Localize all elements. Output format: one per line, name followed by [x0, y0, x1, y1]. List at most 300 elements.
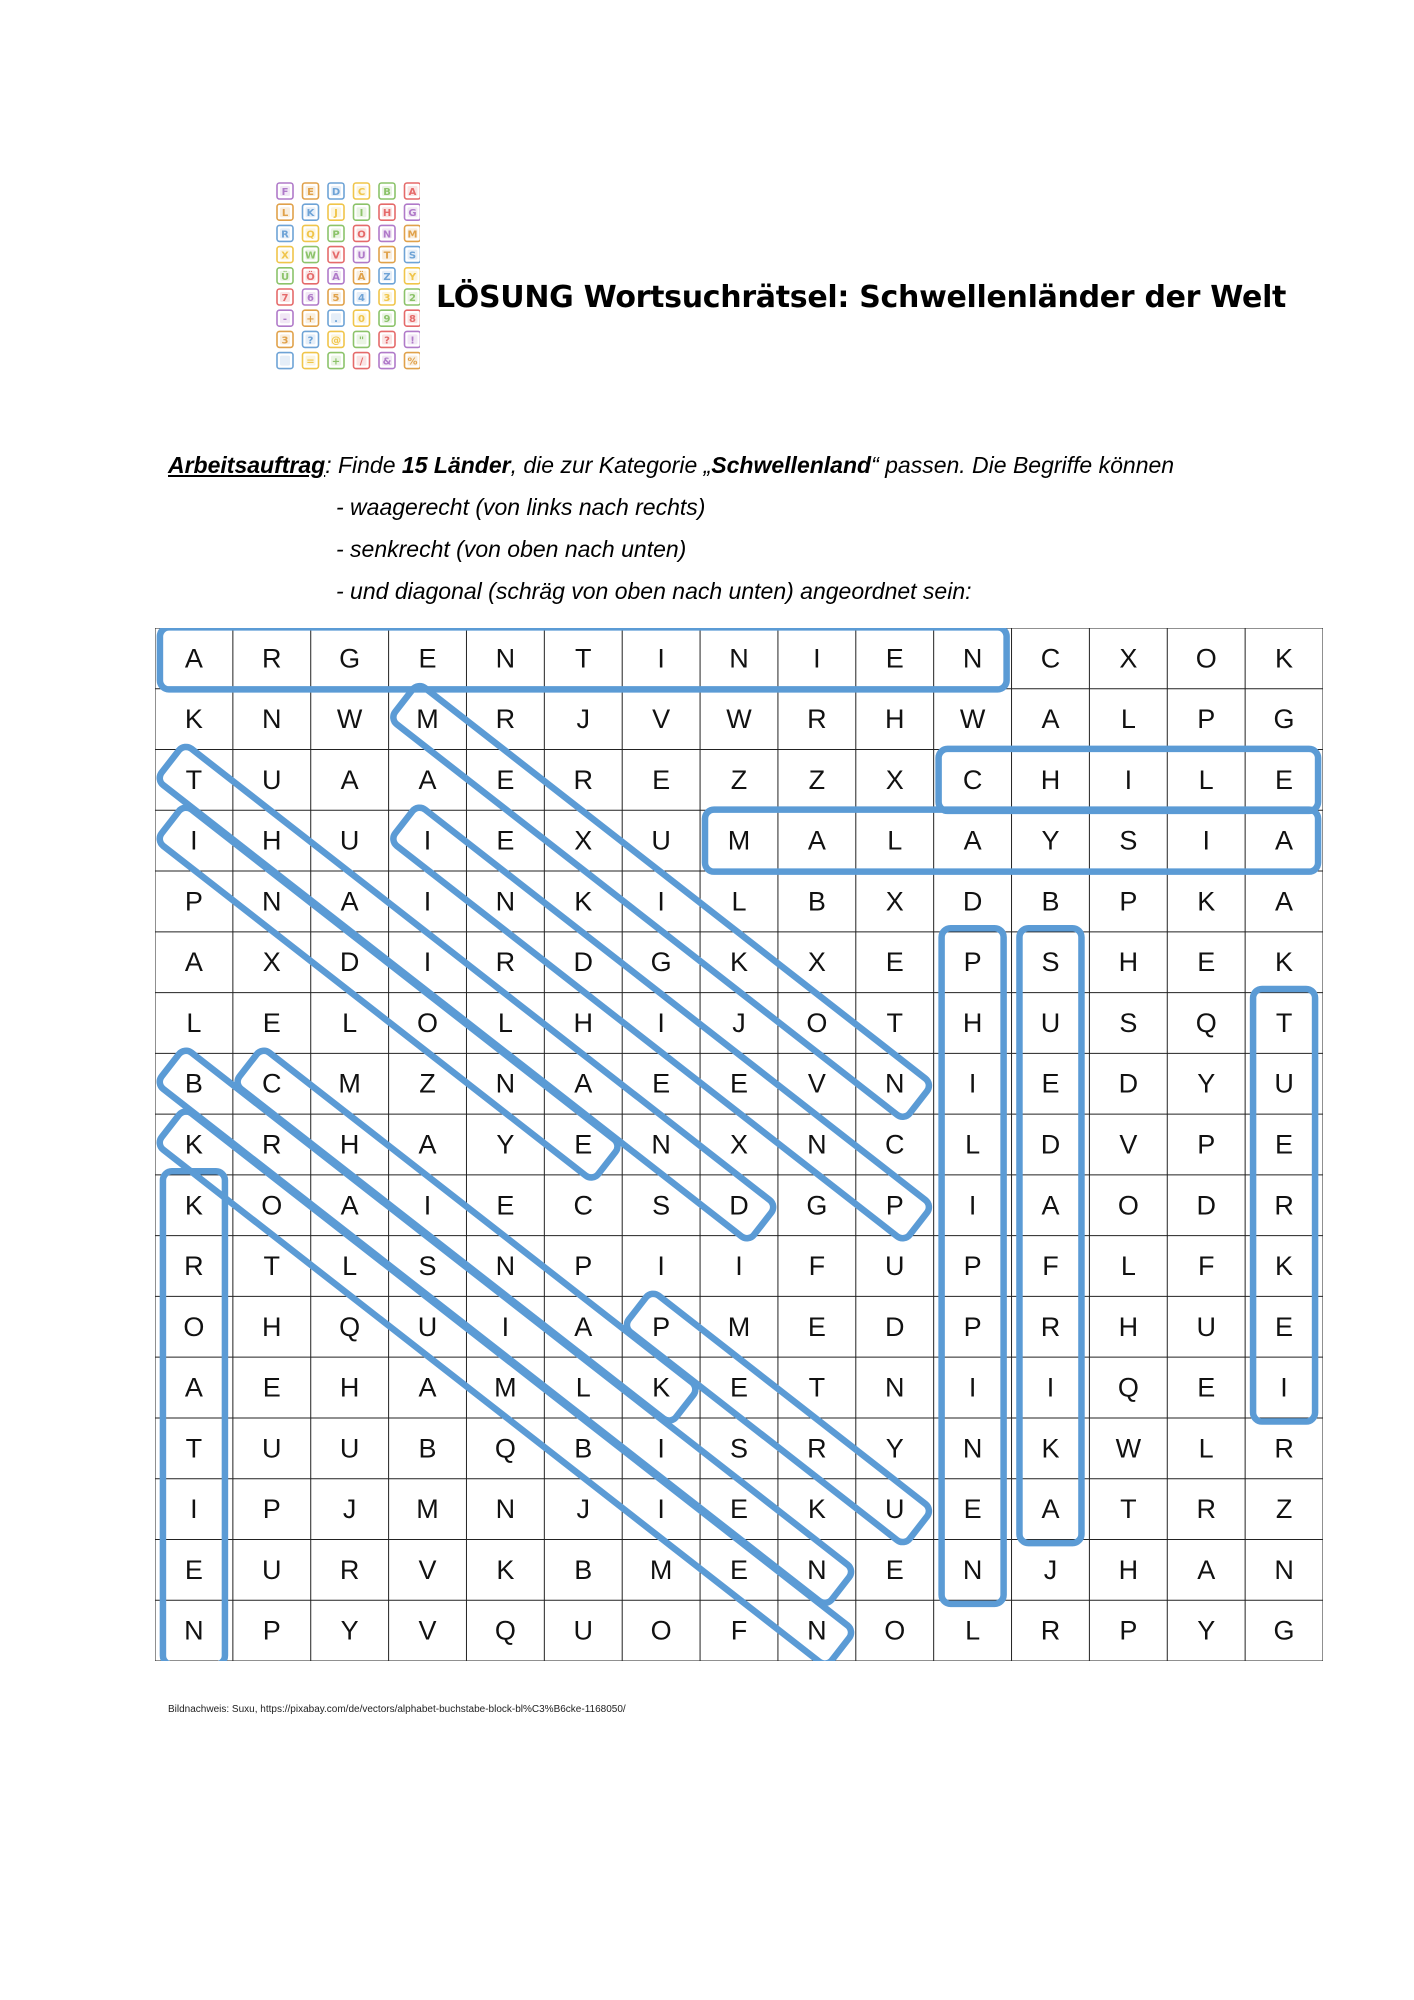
logo-tile: [354, 268, 370, 284]
grid-letter: K: [1197, 886, 1216, 917]
grid-letter: N: [495, 886, 516, 917]
grid-letter: X: [262, 947, 281, 978]
grid-letter: J: [732, 1007, 746, 1038]
direction-diagonal: - und diagonal (schräg von oben nach unten) angeordnet sein:: [336, 578, 972, 604]
grid-letter: T: [575, 643, 592, 674]
grid-letter: K: [1041, 1433, 1060, 1464]
grid-letter: Z: [1275, 1494, 1293, 1525]
grid-letter: E: [574, 1129, 593, 1160]
grid-letter: H: [262, 1311, 282, 1342]
grid-letter: X: [885, 886, 904, 917]
grid-letter: E: [1275, 1129, 1294, 1160]
grid-letter: E: [652, 764, 671, 795]
grid-letter: R: [1274, 1433, 1294, 1464]
grid-letter: P: [963, 1311, 982, 1342]
svg-text:7: 7: [281, 293, 289, 304]
grid-letter: W: [726, 704, 752, 735]
grid-letter: R: [807, 1433, 827, 1464]
grid-letter: U: [1196, 1311, 1216, 1342]
instructions-text-b: , die zur Kategorie „: [510, 452, 712, 478]
grid-letter: M: [649, 1554, 673, 1585]
grid-letter: N: [884, 1068, 905, 1099]
solution-kroatien: [163, 1171, 225, 1661]
logo-tile: [277, 353, 293, 369]
grid-letter: E: [885, 1554, 904, 1585]
grid-letter: E: [1197, 947, 1216, 978]
logo-tile: [328, 225, 344, 241]
svg-text:@: @: [331, 335, 341, 347]
grid-letter: N: [729, 643, 749, 674]
grid-letter: K: [1275, 643, 1294, 674]
logo-tile: [303, 247, 319, 263]
grid-letter: A: [1041, 1190, 1060, 1221]
grid-letter: I: [968, 1372, 977, 1403]
grid-letter: E: [729, 1372, 749, 1403]
grid-letter: K: [807, 1494, 826, 1525]
logo-tile: [277, 310, 293, 326]
grid-letter: M: [416, 1494, 439, 1525]
grid-letter: N: [962, 1554, 983, 1585]
svg-text:-: -: [282, 314, 288, 326]
logo-tile: [328, 289, 344, 305]
grid-letter: H: [573, 1007, 594, 1038]
grid-letter: P: [963, 947, 982, 978]
grid-letter: U: [573, 1615, 594, 1646]
grid-letter: G: [806, 1190, 828, 1221]
grid-letter: P: [262, 1494, 281, 1525]
grid-letter: A: [1041, 704, 1060, 735]
grid-letter: H: [1040, 764, 1061, 795]
grid-letter: K: [1275, 947, 1294, 978]
grid-letter: L: [342, 1007, 358, 1038]
grid-letter: A: [184, 1372, 203, 1403]
grid-letter: O: [650, 1615, 672, 1646]
grid-letter: K: [184, 1190, 203, 1221]
grid-letter: E: [885, 643, 904, 674]
grid-letter: A: [1041, 1494, 1060, 1525]
grid-letter: I: [657, 1433, 665, 1464]
grid-letter: Q: [1195, 1007, 1217, 1038]
svg-text:C: C: [357, 187, 366, 198]
image-credit: Bildnachweis: Suxu, https://pixabay.com/de/vectors/alphabet-buchstabe-block-bl%C3%B6cke-1168050/: [168, 1704, 626, 1715]
grid-letter: E: [807, 1311, 826, 1342]
grid-letter: S: [1119, 825, 1138, 856]
grid-letter: L: [497, 1007, 513, 1038]
grid-letter: P: [262, 1615, 281, 1646]
grid-letter: G: [1273, 704, 1295, 735]
grid-letter: D: [573, 947, 594, 978]
grid-letter: I: [813, 643, 821, 674]
svg-text:R: R: [281, 229, 289, 241]
grid-letter: E: [496, 825, 515, 856]
logo-tile: [379, 310, 395, 326]
grid-letter: B: [807, 886, 826, 917]
svg-text:B: B: [383, 187, 391, 198]
svg-text:8: 8: [409, 314, 416, 326]
svg-text:F: F: [281, 187, 289, 198]
grid-letter: U: [339, 1433, 360, 1464]
logo-tile: [379, 289, 395, 305]
grid-letter: I: [1202, 825, 1210, 856]
grid-letter: M: [338, 1068, 361, 1099]
instructions-lead: [168, 444, 1318, 486]
svg-text:H: H: [382, 208, 392, 220]
grid-letter: D: [339, 947, 360, 978]
grid-letter: I: [190, 825, 198, 856]
grid-letter: E: [262, 1007, 281, 1038]
grid-letter: N: [495, 1068, 516, 1099]
logo-tile: [328, 268, 344, 284]
grid-letter: U: [262, 764, 282, 795]
svg-text:?: ?: [307, 335, 314, 347]
logo-tile: [303, 310, 319, 326]
logo-tile: [379, 225, 395, 241]
grid-letter: T: [1120, 1494, 1137, 1525]
svg-text:6: 6: [307, 293, 314, 304]
svg-text:0: 0: [358, 314, 365, 326]
grid-letter: R: [1040, 1615, 1061, 1646]
grid-letter: N: [262, 886, 282, 917]
instructions-label: Arbeitsauftrag: [168, 452, 326, 478]
grid-letter: N: [807, 1615, 827, 1646]
grid-letter: N: [962, 643, 983, 674]
grid-letter: E: [496, 764, 515, 795]
grid-letter: O: [183, 1311, 205, 1342]
grid-letter: C: [262, 1068, 282, 1099]
grid-letter: I: [423, 947, 432, 978]
logo-tile: [303, 204, 319, 220]
logo-tile: [303, 183, 319, 199]
grid-letter: V: [418, 1554, 437, 1585]
grid-letter: I: [657, 886, 665, 917]
grid-letter: Y: [1197, 1615, 1216, 1646]
grid-letter: U: [884, 1251, 905, 1282]
svg-text:D: D: [331, 187, 341, 198]
logo-tile: [328, 204, 344, 220]
grid-letter: U: [1040, 1007, 1061, 1038]
grid-letter: L: [887, 825, 903, 856]
grid-letter: E: [729, 1554, 749, 1585]
logo-tile: [379, 183, 395, 199]
grid-letter: Y: [885, 1433, 904, 1464]
grid-letter: D: [1040, 1129, 1061, 1160]
logo-tile: [405, 331, 421, 347]
grid-letter: S: [1041, 947, 1060, 978]
grid-letter: E: [729, 1068, 749, 1099]
grid-letter: B: [418, 1433, 437, 1464]
grid-letter: E: [1275, 1311, 1294, 1342]
grid-letter: A: [418, 764, 437, 795]
grid-letter: U: [262, 1433, 282, 1464]
grid-letter: I: [190, 1494, 198, 1525]
grid-letter: E: [1041, 1068, 1060, 1099]
svg-text:?: ?: [384, 335, 390, 347]
grid-letter: E: [418, 643, 437, 674]
grid-letter: J: [1043, 1554, 1058, 1585]
svg-text:!: !: [410, 335, 415, 347]
grid-letter: C: [962, 764, 983, 795]
direction-horizontal: - waagerecht (von links nach rechts): [336, 494, 706, 520]
grid-letter: Z: [730, 764, 748, 795]
grid-letter: L: [965, 1615, 981, 1646]
grid-letter: Q: [494, 1433, 516, 1464]
grid-letter: A: [418, 1129, 437, 1160]
logo-tile: [303, 331, 319, 347]
grid-letter: E: [963, 1494, 982, 1525]
svg-text:L: L: [281, 208, 289, 220]
grid-letter: K: [652, 1372, 671, 1403]
svg-text:.: .: [334, 314, 338, 326]
svg-text:U: U: [357, 250, 366, 262]
grid-letter: J: [342, 1494, 357, 1525]
svg-text:P: P: [332, 229, 340, 241]
svg-text:Z: Z: [383, 271, 391, 283]
grid-letter: D: [1196, 1190, 1216, 1221]
grid-letter: I: [1046, 1372, 1055, 1403]
grid-letter: P: [1119, 1615, 1138, 1646]
svg-text:3: 3: [281, 335, 289, 347]
grid-letter: P: [885, 1190, 904, 1221]
grid-letter: I: [657, 1007, 665, 1038]
grid-letter: L: [575, 1372, 591, 1403]
logo-tile: [379, 268, 395, 284]
logo-tile: [328, 183, 344, 199]
grid-letter: L: [342, 1251, 358, 1282]
logo-tile: [328, 353, 344, 369]
grid-letter: X: [885, 764, 904, 795]
grid-letter: V: [1119, 1129, 1138, 1160]
logo-tile: [405, 353, 421, 369]
grid-letter: P: [963, 1251, 982, 1282]
logo-tile: [405, 268, 421, 284]
grid-letter: A: [963, 825, 982, 856]
grid-letter: K: [729, 947, 749, 978]
grid-letter: I: [423, 886, 432, 917]
logo-tile: [277, 204, 293, 220]
grid-letter: E: [1275, 764, 1294, 795]
grid-letter: A: [184, 643, 203, 674]
grid-letter: I: [735, 1251, 743, 1282]
grid-letter: N: [807, 1554, 827, 1585]
svg-text:9: 9: [383, 314, 391, 326]
logo-tile: [277, 183, 293, 199]
grid-letter: B: [184, 1068, 203, 1099]
svg-text:Ä: Ä: [357, 271, 366, 283]
grid-letter: C: [573, 1190, 594, 1221]
grid-letter: R: [339, 1554, 360, 1585]
grid-letter: V: [652, 704, 671, 735]
grid-letter: T: [1275, 1007, 1293, 1038]
grid-letter: P: [652, 1311, 671, 1342]
logo-tile: [277, 289, 293, 305]
grid-letter: N: [495, 1251, 516, 1282]
grid-letter: V: [807, 1068, 826, 1099]
grid-letter: Y: [1197, 1068, 1216, 1099]
grid-letter: I: [423, 1190, 432, 1221]
grid-letter: I: [423, 825, 432, 856]
instructions-text-a: : Finde: [325, 452, 402, 478]
grid-letter: N: [495, 1494, 516, 1525]
logo-tile: [354, 225, 370, 241]
grid-letter: X: [1119, 643, 1138, 674]
grid-letter: T: [185, 1433, 203, 1464]
grid-letter: M: [416, 704, 439, 735]
grid-letter: X: [807, 947, 826, 978]
grid-letter: U: [1274, 1068, 1294, 1099]
logo-tile: [379, 331, 395, 347]
grid-letter: R: [807, 704, 827, 735]
category-name: Schwellenland: [711, 452, 872, 478]
grid-letter: L: [1120, 1251, 1136, 1282]
grid-letter: H: [962, 1007, 983, 1038]
grid-letter: C: [1040, 643, 1061, 674]
direction-vertical: - senkrecht (von oben nach unten): [336, 536, 687, 562]
country-count: 15 Länder: [401, 452, 511, 478]
grid-letter: A: [418, 1372, 437, 1403]
grid-letter: U: [262, 1554, 282, 1585]
svg-text:E: E: [307, 187, 314, 198]
logo-tile: [379, 204, 395, 220]
grid-letter: F: [808, 1251, 826, 1282]
logo-tile: [277, 247, 293, 263]
grid-letter: J: [576, 1494, 591, 1525]
svg-text:&: &: [382, 356, 392, 368]
grid-letter: O: [884, 1615, 906, 1646]
grid-letter: F: [1042, 1251, 1059, 1282]
grid-letter: T: [886, 1007, 903, 1038]
grid-letter: P: [1197, 1129, 1216, 1160]
logo-tile: [354, 183, 370, 199]
grid-letter: T: [263, 1251, 281, 1282]
grid-letter: L: [186, 1007, 202, 1038]
grid-letter: B: [574, 1554, 593, 1585]
grid-letter: G: [339, 643, 361, 674]
grid-letter: K: [184, 1129, 203, 1160]
grid-letter: B: [574, 1433, 593, 1464]
grid-letter: L: [1198, 764, 1214, 795]
logo-tile: [277, 331, 293, 347]
grid-letter: C: [884, 1129, 905, 1160]
svg-text:I: I: [359, 208, 364, 220]
grid-letter: P: [574, 1251, 593, 1282]
grid-letter: K: [496, 1554, 515, 1585]
grid-letter: M: [494, 1372, 517, 1403]
grid-letter: N: [651, 1129, 671, 1160]
logo-tile: [277, 268, 293, 284]
grid-letter: N: [262, 704, 282, 735]
grid-letter: A: [807, 825, 826, 856]
grid-letter: A: [574, 1068, 593, 1099]
svg-text:Ä: Ä: [332, 271, 340, 283]
grid-letter: W: [1115, 1433, 1142, 1464]
grid-letter: D: [962, 886, 983, 917]
grid-letter: A: [184, 947, 203, 978]
grid-letter: T: [808, 1372, 826, 1403]
grid-letter: E: [184, 1554, 203, 1585]
grid-letter: S: [418, 1251, 437, 1282]
grid-letter: E: [262, 1372, 281, 1403]
grid-letter: O: [261, 1190, 283, 1221]
grid-letter: S: [1119, 1007, 1138, 1038]
grid-letter: L: [1198, 1433, 1214, 1464]
logo-tile: [405, 310, 421, 326]
grid-letter: R: [1196, 1494, 1216, 1525]
logo-tile: [405, 247, 421, 263]
grid-letter: R: [184, 1251, 204, 1282]
grid-letter: G: [650, 947, 672, 978]
grid-letter: L: [731, 886, 747, 917]
logo-tile: [328, 310, 344, 326]
grid-letter: W: [959, 704, 986, 735]
grid-letter: U: [651, 825, 671, 856]
grid-letter: A: [1197, 1554, 1216, 1585]
grid-letter: F: [1197, 1251, 1215, 1282]
grid-letter: I: [1124, 764, 1133, 795]
logo-tile: [354, 289, 370, 305]
grid-letter: M: [727, 825, 751, 856]
svg-text:5: 5: [332, 293, 340, 304]
grid-letter: Y: [496, 1129, 515, 1160]
grid-letter: O: [1117, 1190, 1139, 1221]
logo-tile: [405, 204, 421, 220]
grid-letter: L: [1120, 704, 1136, 735]
grid-letter: V: [418, 1615, 437, 1646]
grid-letter: Y: [1041, 825, 1060, 856]
grid-letter: M: [727, 1311, 751, 1342]
svg-text:=: =: [306, 356, 315, 368]
grid-letter: K: [574, 886, 593, 917]
grid-letter: T: [185, 764, 203, 795]
grid-letter: N: [495, 643, 516, 674]
svg-text:Y: Y: [408, 271, 417, 283]
grid-letter: H: [1118, 1311, 1139, 1342]
grid-letter: G: [1273, 1615, 1295, 1646]
logo-tile: [303, 268, 319, 284]
grid-letter: R: [495, 704, 516, 735]
svg-text:J: J: [334, 208, 338, 220]
grid-letter: E: [496, 1190, 515, 1221]
svg-text:N: N: [382, 229, 392, 241]
grid-letter: E: [729, 1494, 749, 1525]
grid-letter: N: [184, 1615, 204, 1646]
grid-letter: S: [729, 1433, 749, 1464]
svg-text:3: 3: [383, 293, 391, 304]
logo-tile: [379, 353, 395, 369]
grid-letter: H: [1118, 947, 1139, 978]
logo-tile: [379, 247, 395, 263]
svg-text:O: O: [357, 229, 366, 241]
grid-letter: U: [339, 825, 360, 856]
grid-letter: W: [336, 704, 363, 735]
grid-letter: A: [574, 1311, 593, 1342]
grid-letter: U: [884, 1494, 905, 1525]
grid-letter: S: [652, 1190, 671, 1221]
grid-letter: Q: [339, 1311, 361, 1342]
grid-letter: Q: [494, 1615, 516, 1646]
svg-text:/: /: [359, 356, 364, 368]
grid-letter: P: [184, 886, 203, 917]
grid-letter: J: [576, 704, 591, 735]
grid-letter: K: [184, 704, 203, 735]
grid-letter: L: [965, 1129, 981, 1160]
svg-text:Ü: Ü: [280, 271, 290, 283]
grid-letter: N: [884, 1372, 905, 1403]
logo-tile: [405, 183, 421, 199]
grid-letter: B: [1041, 886, 1060, 917]
svg-text:A: A: [408, 187, 417, 198]
grid-letter: I: [657, 1494, 665, 1525]
word-search-grid: [155, 628, 1323, 1661]
